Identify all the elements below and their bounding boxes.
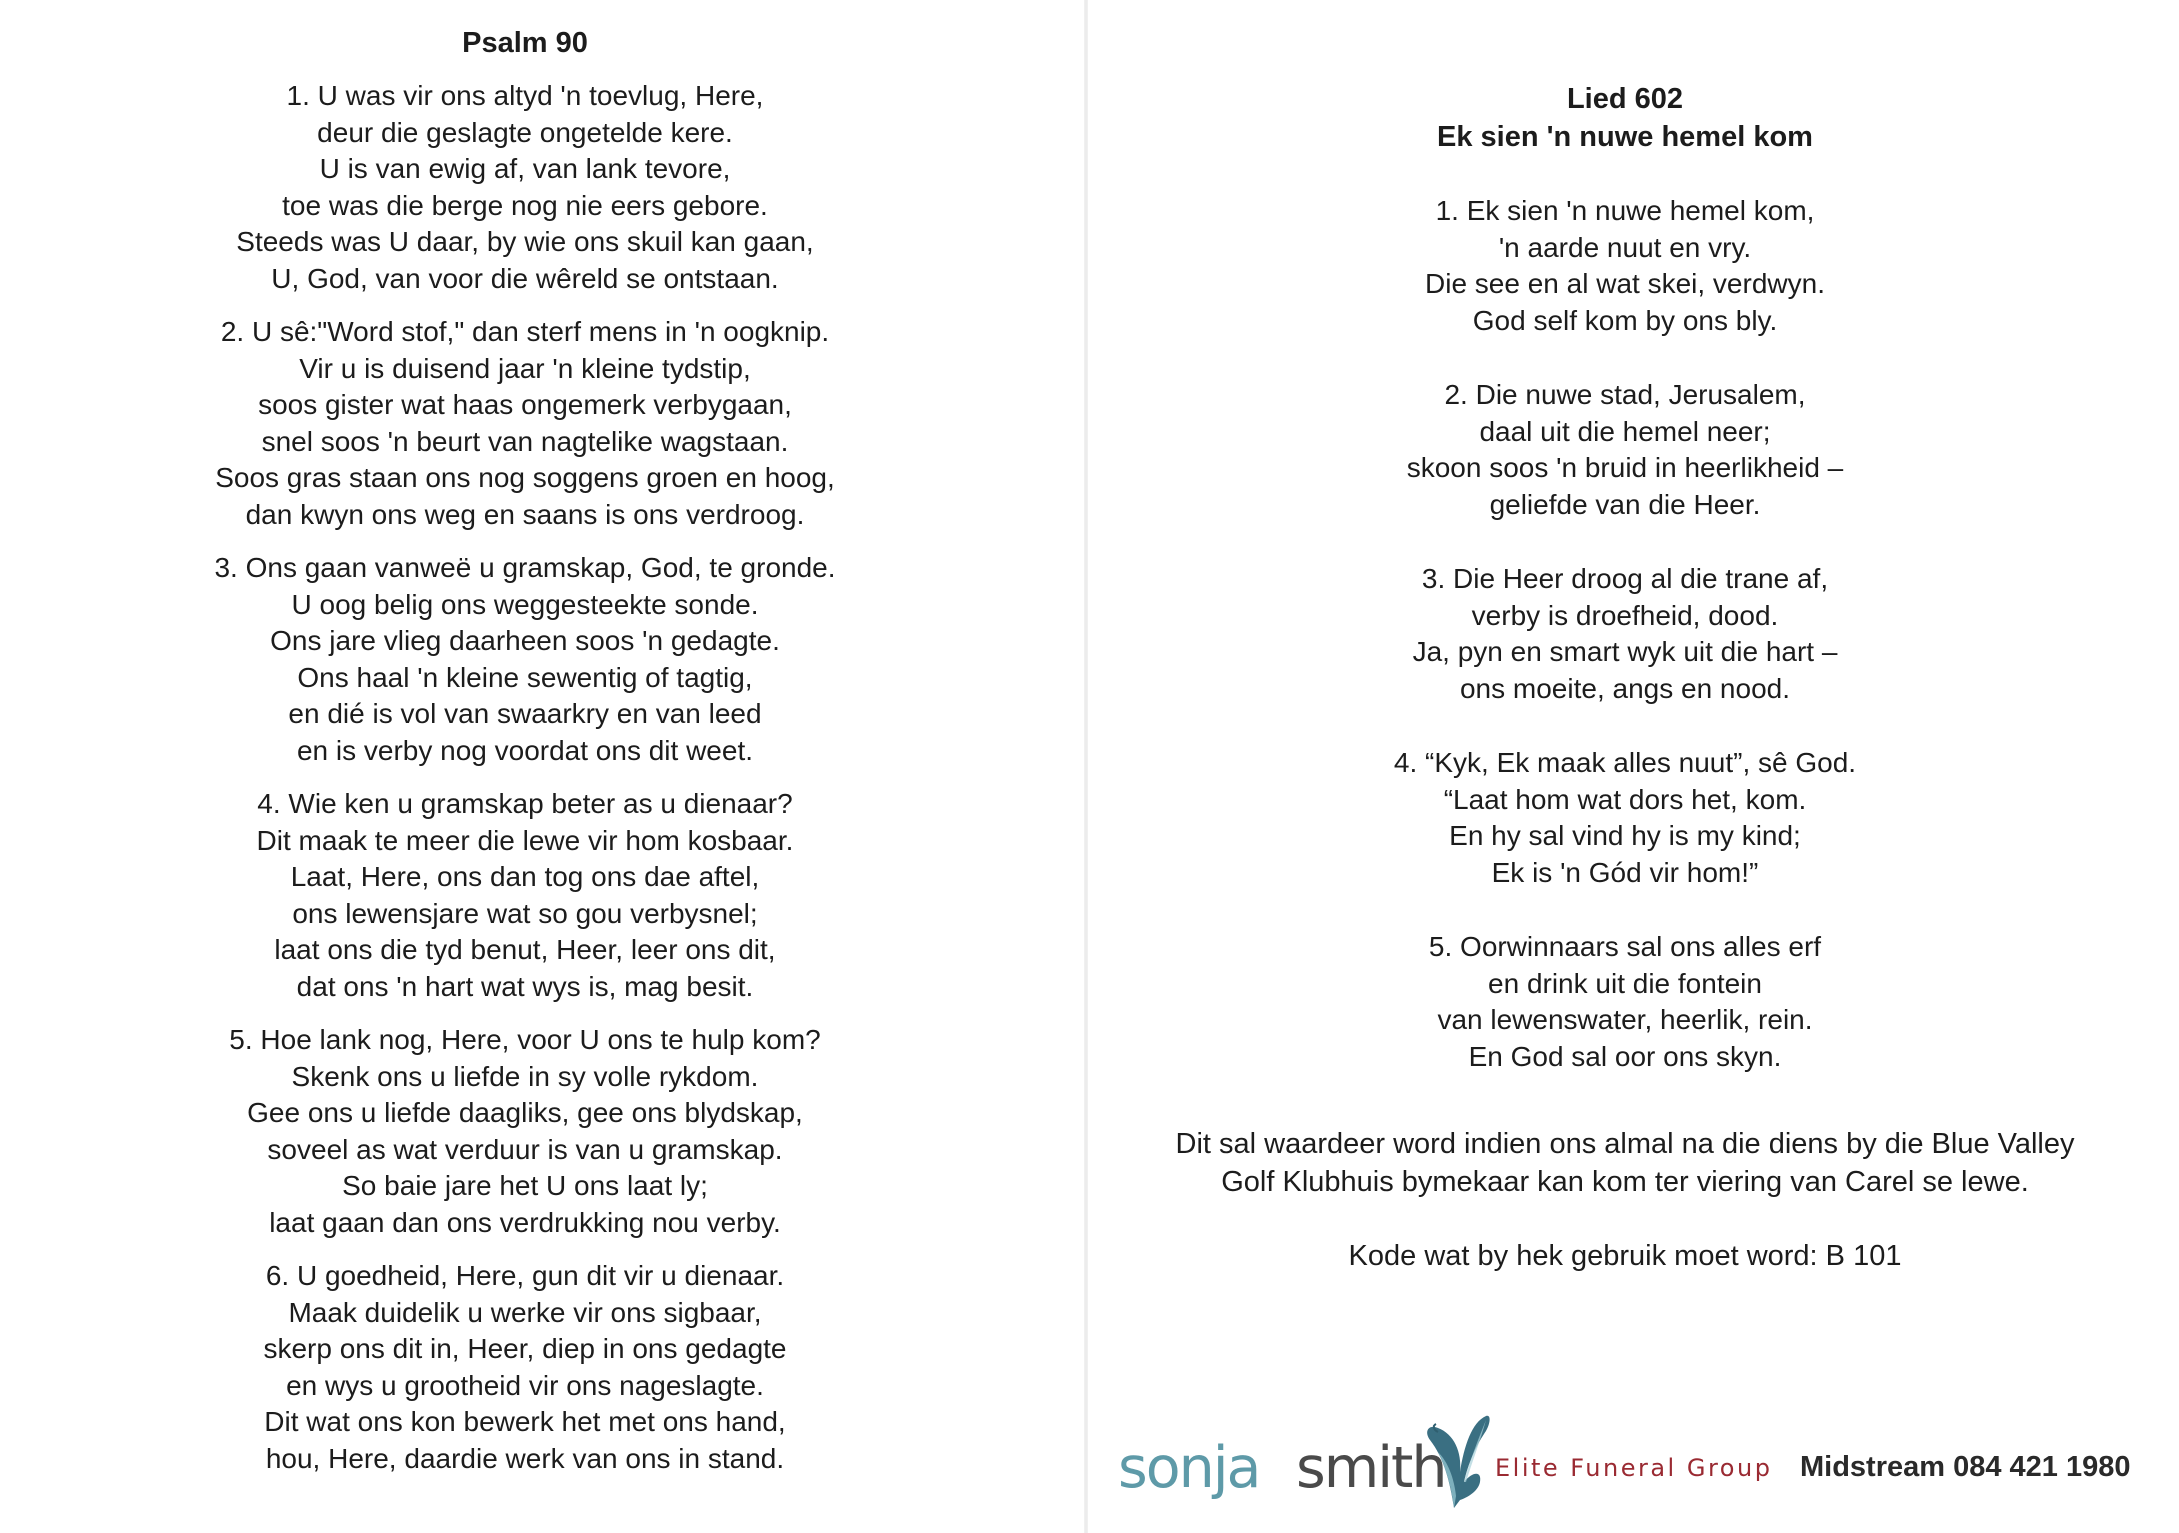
verse-line: Ons haal 'n kleine sewentig of tagtig, — [297, 661, 753, 693]
left-panel — [140, 24, 910, 1494]
verse-line: en wys u grootheid vir ons nageslagte. — [286, 1369, 764, 1401]
verse-line: 4. Wie ken u gramskap beter as u dienaar? — [257, 788, 793, 819]
verse-line: daal uit die hemel neer; — [1479, 415, 1771, 447]
verse-line: Steeds was U daar, by wie ons skuil kan gaan, — [236, 226, 814, 257]
notice-line: Dit sal waardeer word indien ons almal na die diens by die Blue Valley — [1175, 1128, 2075, 1160]
verse-line: toe was die berge nog nie eers gebore. — [282, 189, 768, 221]
verse-line: soos gister wat haas ongemerk verbygaan, — [258, 389, 792, 420]
verse — [140, 314, 910, 533]
verse-line: 5. Oorwinnaars sal ons alles erf — [1428, 931, 1822, 962]
verse-line: 4. “Kyk, Ek maak alles nuut”, sê God. — [1393, 747, 1857, 778]
verse-line: U is van ewig af, van lank tevore, — [319, 153, 731, 184]
verse-line: en dié is vol van swaarkry en van leed — [288, 698, 762, 729]
verse-line: ons lewensjare wat so gou verbysnel; — [292, 897, 758, 929]
verse-line: Maak duidelik u werke vir ons sigbaar, — [288, 1296, 762, 1328]
brand-tagline: Elite Funeral Group — [1495, 1454, 1773, 1482]
notice-line: Golf Klubhuis bymekaar kan kom ter viering van Carel se lewe. — [1221, 1166, 2029, 1198]
verse — [140, 1258, 910, 1477]
verse — [1100, 193, 2150, 339]
verse-line: en drink uit die fontein — [1488, 967, 1762, 999]
verse — [1100, 929, 2150, 1075]
verse-line: U oog belig ons weggesteekte sonde. — [291, 588, 759, 620]
verse-line: en is verby nog voordat ons dit weet. — [296, 734, 754, 766]
verse — [140, 78, 910, 297]
funeral-home-footer — [1118, 1428, 2158, 1508]
verse-line: So baie jare het U ons laat ly; — [342, 1170, 708, 1201]
verse-line: Dit maak te meer die lewe vir hom kosbaar. — [256, 824, 794, 856]
verse-line: 2. Die nuwe stad, Jerusalem, — [1444, 379, 1806, 410]
reception-notice — [1100, 1125, 2150, 1201]
verse-line: Skenk ons u liefde in sy volle rykdom. — [291, 1060, 759, 1092]
gate-code: Kode wat by hek gebruik moet word: B 101 — [1348, 1240, 1902, 1272]
brand-name-first: sonja — [1118, 1435, 1260, 1501]
verse — [140, 1022, 910, 1241]
psalm-verses — [140, 78, 910, 1477]
hymn-title: Lied 602 — [1566, 83, 1684, 115]
verse-line: Die see en al wat skei, verdwyn. — [1425, 268, 1825, 299]
verse-line: ons moeite, angs en nood. — [1459, 672, 1790, 704]
verse-line: Ons jare vlieg daarheen soos 'n gedagte. — [270, 625, 780, 656]
brand-name-second: smith — [1296, 1435, 1446, 1501]
verse-line: dan kwyn ons weg en saans is ons verdroog. — [245, 498, 805, 530]
verse-line: En hy sal vind hy is my kind; — [1449, 820, 1801, 851]
verse-line: Ja, pyn en smart wyk uit die hart – — [1412, 636, 1838, 667]
verse-line: 1. Ek sien 'n nuwe hemel kom, — [1435, 195, 1815, 226]
verse — [1100, 561, 2150, 707]
verse-line: Soos gras staan ons nog soggens groen en hoog, — [215, 462, 835, 493]
psalm-title: Psalm 90 — [462, 27, 588, 59]
verse-line: 1. U was vir ons altyd 'n toevlug, Here, — [286, 80, 764, 111]
page-fold — [1084, 0, 1088, 1533]
verse-line: “Laat hom wat dors het, kom. — [1443, 783, 1807, 815]
verse-line: geliefde van die Heer. — [1489, 488, 1761, 520]
butterfly-icon — [1420, 1412, 1492, 1518]
branch-contact: Midstream 084 421 1980 — [1800, 1451, 2131, 1483]
hymn-verses — [1100, 193, 2150, 1075]
verse-line: Ek is 'n Gód vir hom!” — [1491, 856, 1759, 888]
verse-line: laat gaan dan ons verdrukking nou verby. — [269, 1206, 781, 1238]
verse-line: skoon soos 'n bruid in heerlikheid – — [1406, 452, 1844, 483]
verse — [140, 550, 910, 769]
verse-line: Laat, Here, ons dan tog ons dae aftel, — [290, 861, 760, 892]
verse-line: Dit wat ons kon bewerk het met ons hand, — [264, 1406, 786, 1437]
verse-line: snel soos 'n beurt van nagtelike wagstaan. — [261, 425, 789, 457]
verse-line: 6. U goedheid, Here, gun dit vir u dienaar. — [265, 1260, 785, 1291]
verse-line: Gee ons u liefde daagliks, gee ons blydskap, — [247, 1097, 803, 1128]
verse-line: 2. U sê:"Word stof," dan sterf mens in 'n oogknip. — [220, 316, 830, 347]
verse-line: van lewenswater, heerlik, rein. — [1437, 1004, 1813, 1035]
verse-line: 3. Ons gaan vanweë u gramskap, God, te gronde. — [214, 552, 836, 583]
verse — [140, 786, 910, 1005]
verse-line: skerp ons dit in, Heer, diep in ons gedagte — [263, 1333, 787, 1364]
verse-line: soveel as wat verduur is van u gramskap. — [267, 1133, 783, 1165]
verse-line: 3. Die Heer droog al die trane af, — [1421, 563, 1829, 594]
verse — [1100, 745, 2150, 891]
verse-line: 5. Hoe lank nog, Here, voor U ons te hulp kom? — [229, 1024, 821, 1055]
verse-line: En God sal oor ons skyn. — [1468, 1040, 1782, 1072]
verse-line: hou, Here, daardie werk van ons in stand. — [265, 1442, 785, 1474]
verse-line: laat ons die tyd benut, Heer, leer ons dit, — [274, 934, 776, 965]
verse-line: dat ons 'n hart wat wys is, mag besit. — [296, 970, 754, 1002]
verse-line: God self kom by ons bly. — [1472, 304, 1778, 336]
hymn-heading — [1100, 80, 2150, 156]
verse-line: verby is droefheid, dood. — [1471, 599, 1779, 631]
verse-line: U, God, van voor die wêreld se ontstaan. — [271, 262, 779, 294]
verse-line: Vir u is duisend jaar 'n kleine tydstip, — [299, 352, 751, 384]
verse — [1100, 377, 2150, 523]
hymn-subtitle: Ek sien 'n nuwe hemel kom — [1437, 121, 1813, 153]
verse-line: 'n aarde nuut en vry. — [1498, 231, 1752, 263]
verse-line: deur die geslagte ongetelde kere. — [317, 116, 733, 148]
right-panel — [1100, 80, 2150, 1275]
